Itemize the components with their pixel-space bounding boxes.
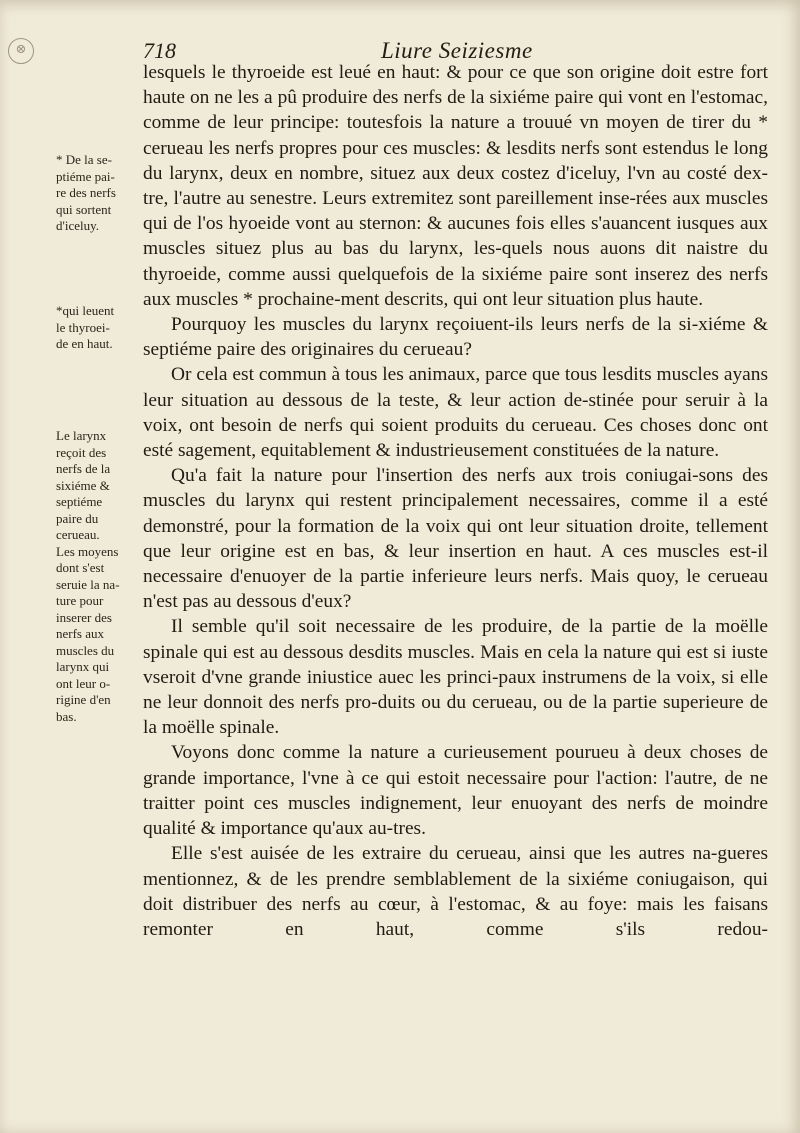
paragraph: Elle s'est auisée de les extraire du cerueau, ainsi que les autres na-gueres mentionnez, & de les prendre semblablement de la sixiéme coniugaison, qui doit distribuer des nerfs au cœur, à l'estomac, & au foye: mais les faisans remonter en haut, comme s'ils redou-: [143, 843, 768, 940]
library-stamp-icon: ⊗: [8, 38, 34, 64]
paragraph: Qu'a fait la nature pour l'insertion des nerfs aux trois coniugai-sons des muscles du larynx qui restent principalement necessaires, comme il a esté demonstré, pour la formation de la voix qui ont leur situation droite, tellement que leur origine est en bas, & leur insertion en haut. A ces muscles est-il necessaire d'enuoyer de la partie inferieure leurs nerfs. Mais quoy, le cerueau n'est pas au dessous d'eux?: [143, 465, 768, 613]
paragraph: lesquels le thyroeide est leué en haut: & pour ce que son origine doit estre fort haute on ne les a pû produire des nerfs de la sixiéme paire qui vont en l'estomac, comme de leur principe: toutesfois la nature a trouué vn moyen de tirer du * cerueau les nerfs propres pour ces muscles: & lesdits nerfs sont estendus le long du larynx, deux en nombre, situez aux deux costez d'iceluy, l'vn au costé dex-tre, l'autre au senestre. Leurs extremitez sont pareillement inse-rées aux muscles qui de l'os hyoeide vont au sternon: & aucunes fois elles s'auancent iusques aux muscles situez plus au bas du larynx, les-quels nous auons dit naistre du thyroeide, comme aussi quelquefois de la sixiéme paire sont inserez des nerfs aux muscles * prochaine-ment descrits, qui ont leur situation plus haute.: [143, 62, 768, 310]
paragraph: Pourquoy les muscles du larynx reçoiuent-ils leurs nerfs de la si-xiéme & septiéme paire des originaires du cerueau?: [143, 314, 768, 361]
body-text: [143, 60, 768, 942]
margin-note-leuent-thyroeide: *qui leuent le thyroei- de en haut.: [56, 303, 115, 351]
running-head: Liure Seiziesme: [381, 38, 533, 63]
margin-note-septieme-paire: * De la se- ptiéme pai- re des nerfs qui sortent d'iceluy.: [56, 152, 116, 233]
margin-note-larynx-nerfs: Le larynx reçoit des nerfs de la sixiéme & septiéme paire du cerueau. Les moyens dont s'est seruie la na- ture pour inserer des nerfs aux muscles du larynx qui ont leur o- rigine d'en bas.: [56, 428, 120, 724]
paragraph: Or cela est commun à tous les animaux, parce que tous lesdits muscles ayans leur situation au dessous de la teste, & leur action de-stinée pour seruir à la voix, ont besoin de nerfs qui soient produits du cerueau. Ces choses donc ont esté sagement, equitablement & industrieusement constituées de la nature.: [143, 364, 768, 462]
paragraph: Voyons donc comme la nature a curieusement pourueu à deux choses de grande importance, l'vne à ce qui estoit necessaire pour l'action: l'autre, de ne traitter point ces muscles indignement, leur enuoyant des nerfs de moindre qualité & importance qu'aux au-tres.: [143, 742, 768, 840]
page-number: 718: [143, 38, 176, 63]
paragraph: Il semble qu'il soit necessaire de les produire, de la partie de la moëlle spinale qui est au dessous desdits muscles. Mais en cela la nature qui est si iuste vseroit d'vne grande iniustice auec les princi-paux instrumens de la voix, si elle ne leur donnoit des nerfs pro-duits ou du cerueau, ou de la partie superieure de la moëlle spinale.: [143, 616, 768, 739]
